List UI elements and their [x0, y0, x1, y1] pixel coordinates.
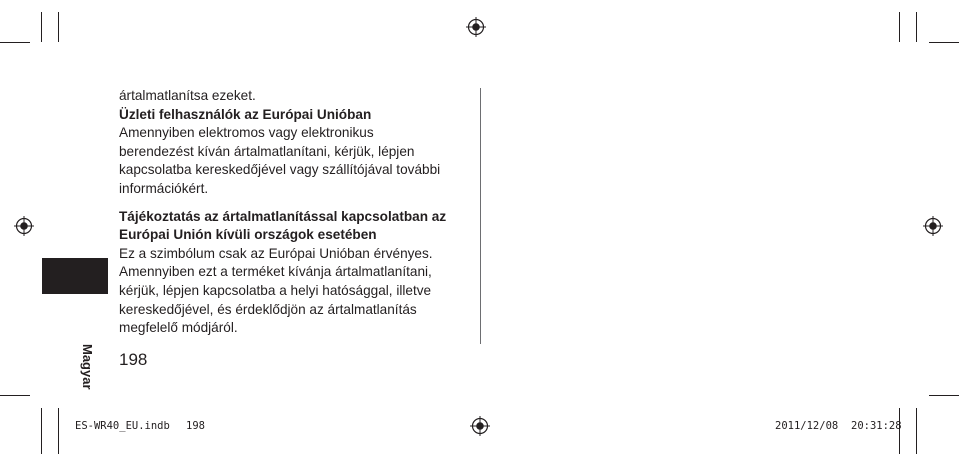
- slug-date: 2011/12/08: [775, 420, 839, 432]
- crop-mark: [41, 408, 42, 454]
- registration-mark-icon: [923, 216, 943, 236]
- crop-mark: [0, 395, 30, 396]
- slug-filename: ES-WR40_EU.indb: [75, 420, 170, 432]
- page-number: 198: [119, 350, 148, 369]
- text-column: [119, 87, 464, 338]
- section-heading: Üzleti felhasználók az Európai Unióban: [119, 106, 372, 122]
- text-line: kapcsolatba kereskedőjével vagy szállítójával további: [119, 162, 441, 178]
- crop-mark: [58, 408, 59, 454]
- slug-time: 20:31:28: [851, 420, 902, 432]
- text-line: ártalmatlanítsa ezeket.: [119, 88, 256, 103]
- crop-mark: [916, 408, 917, 454]
- paragraph-gap: [119, 199, 464, 208]
- crop-mark: [899, 12, 900, 42]
- text-line: megfelelő módjáról.: [119, 320, 238, 336]
- language-tab-label: Magyar: [80, 344, 95, 390]
- crop-mark: [929, 395, 959, 396]
- section-heading: Tájékoztatás az ártalmatlanítással kapcsolatban az: [119, 208, 447, 224]
- crop-mark: [58, 12, 59, 42]
- text-line: Ez a szimbólum csak az Európai Unióban érvényes.: [119, 245, 433, 261]
- text-line: kérjük, lépjen kapcsolatba a helyi hatósággal, illetve: [119, 282, 432, 298]
- column-rule: [480, 88, 481, 344]
- text-line: információkért.: [119, 180, 209, 196]
- crop-mark: [929, 42, 959, 43]
- language-tab-block: [42, 258, 108, 294]
- text-line: Amennyiben elektromos vagy elektronikus: [119, 125, 374, 141]
- text-line: Amennyiben ezt a terméket kívánja ártalmatlanítani,: [119, 264, 432, 280]
- crop-mark: [0, 42, 30, 43]
- text-line: kereskedőjével, és érdeklődjön az ártalmatlanítás: [119, 301, 417, 317]
- registration-mark-icon: [470, 416, 490, 436]
- crop-mark: [916, 12, 917, 42]
- crop-mark: [41, 12, 42, 42]
- section-heading: Európai Unión kívüli országok esetében: [119, 227, 377, 243]
- slug-page: 198: [186, 420, 205, 432]
- registration-mark-icon: [14, 216, 34, 236]
- text-line: berendezést kíván ártalmatlanítani, kérjük, lépjen: [119, 143, 415, 159]
- registration-mark-icon: [466, 17, 486, 37]
